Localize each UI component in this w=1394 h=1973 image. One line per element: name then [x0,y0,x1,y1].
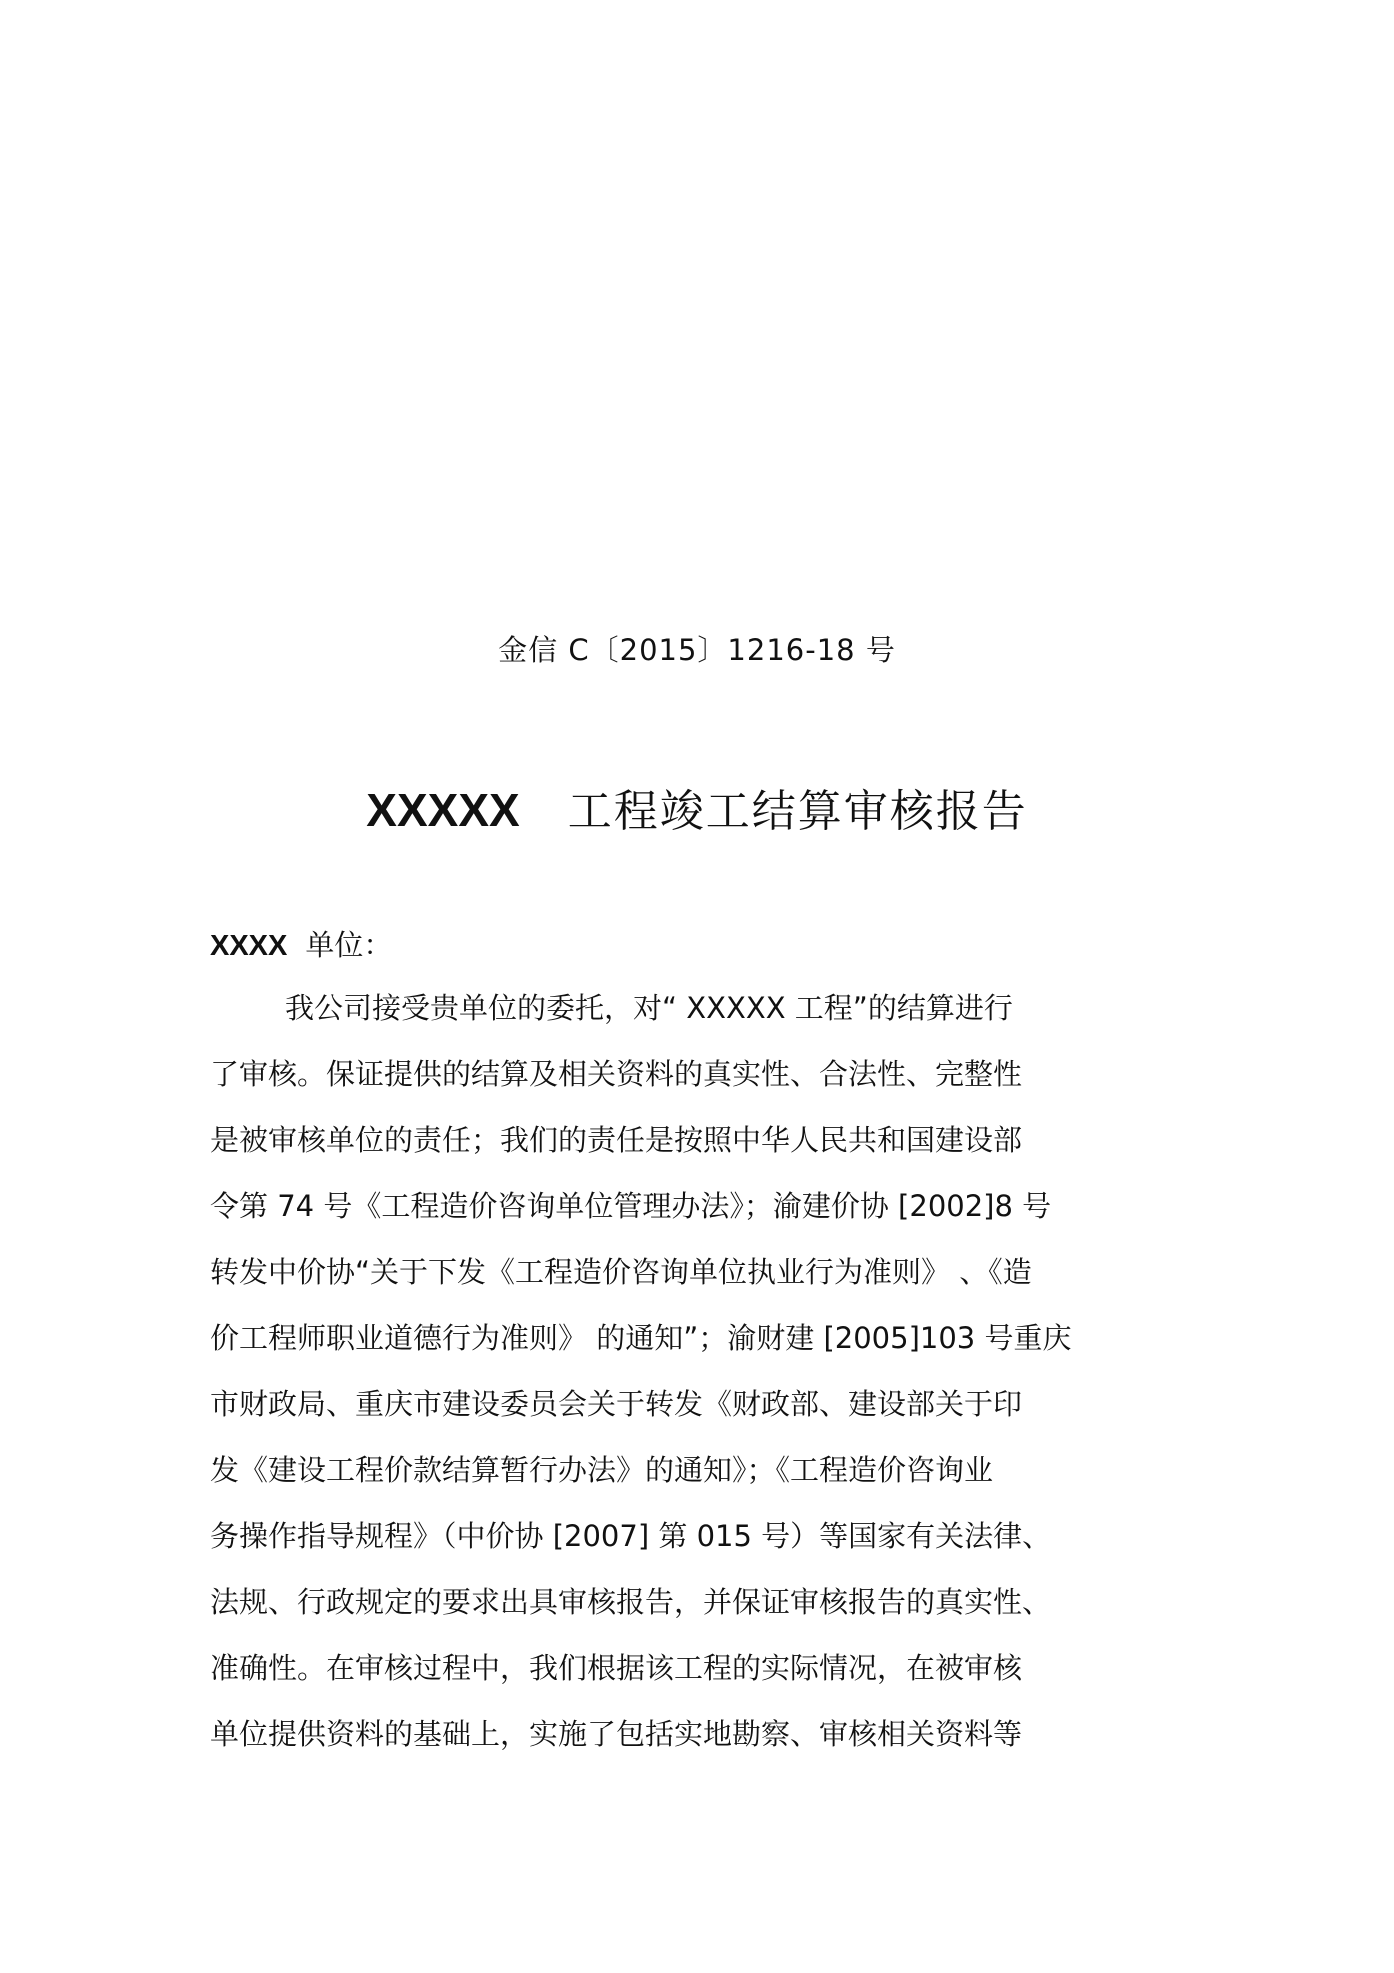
document-number: 金信 C〔2015〕1216-18 号 [498,633,896,667]
body-line: 法规、行政规定的要求出具审核报告，并保证审核报告的真实性、 [210,1585,1052,1619]
addressee-text: 单位： [305,928,393,962]
title-text: 工程竣工结算审核报告 [567,786,1028,837]
body-line: 务操作指导规程》（中价协 [2007] 第 015 号）等国家有关法律、 [210,1519,1052,1553]
body-line: 市财政局、重庆市建设委员会关于转发《财政部、建设部关于印 [210,1387,1023,1421]
body-line: 我公司接受贵单位的委托，对“ XXXXX 工程”的结算进行 [285,991,1013,1025]
addressee-code: XXXX [210,930,288,962]
body-line: 转发中价协“关于下发《工程造价咨询单位执业行为准则》 、《造 [210,1255,1032,1289]
title-project-code: XXXXX [366,784,520,836]
body-paragraph [210,986,1170,1778]
document-title [0,775,1394,839]
body-line: 是被审核单位的责任；我们的责任是按照中华人民共和国建设部 [210,1123,1023,1157]
body-line: 单位提供资料的基础上，实施了包括实地勘察、审核相关资料等 [210,1717,1023,1751]
addressee [210,923,392,964]
body-line: 了审核。保证提供的结算及相关资料的真实性、合法性、完整性 [210,1057,1023,1091]
body-line: 准确性。在审核过程中，我们根据该工程的实际情况，在被审核 [210,1651,1023,1685]
body-line: 令第 74 号《工程造价咨询单位管理办法》；渝建价协 [2002]8 号 [210,1189,1052,1223]
body-line: 价工程师职业道德行为准则》 的通知”；渝财建 [2005]103 号重庆 [210,1321,1072,1355]
body-line: 发《建设工程价款结算暂行办法》的通知》；《工程造价咨询业 [210,1453,994,1487]
